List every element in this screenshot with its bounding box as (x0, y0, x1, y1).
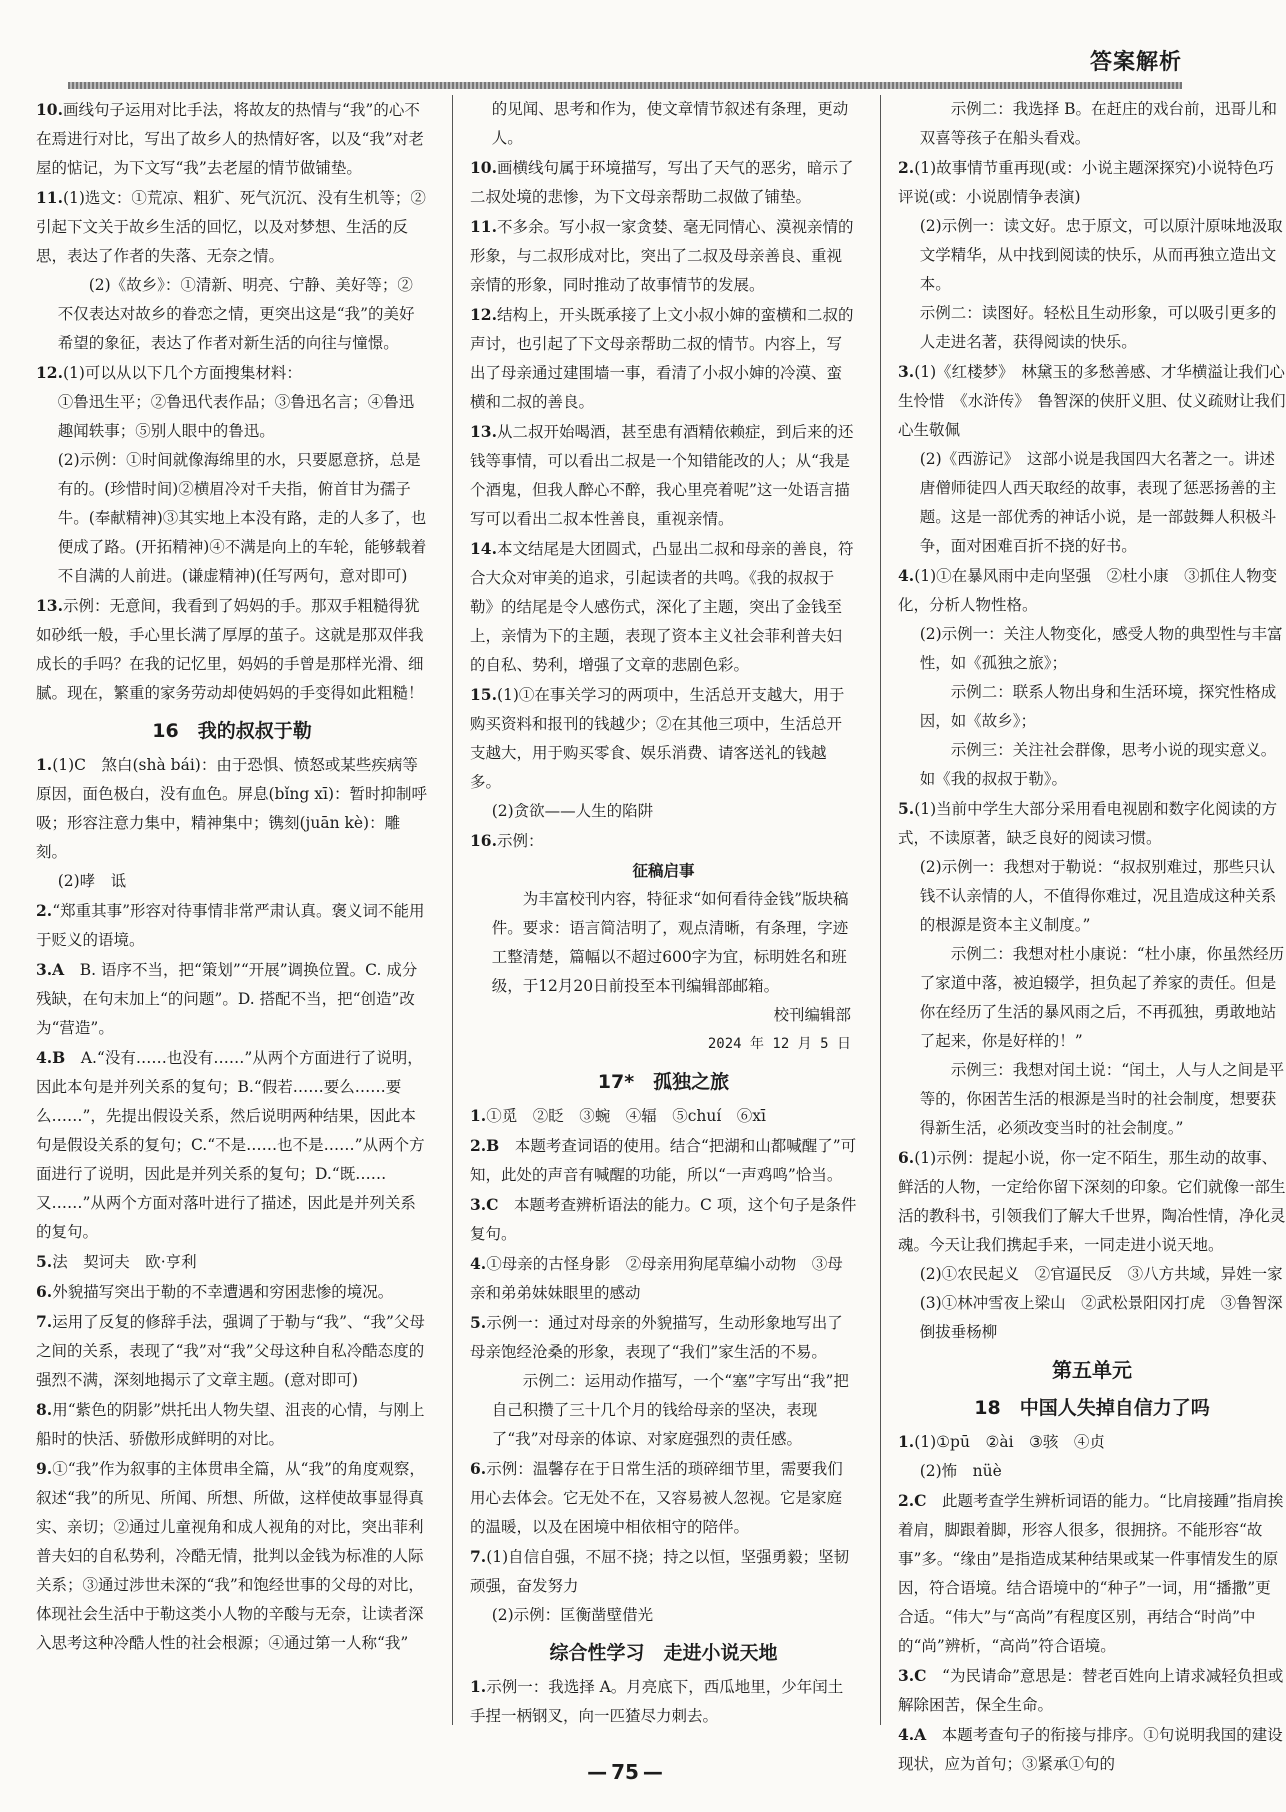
section-title: 18 中国人失掉自信力了吗 (974, 1397, 1210, 1419)
answer-item: (2)①农民起义 ②官逼民反 ③八方共域，异姓一家 (919, 1265, 1283, 1283)
answer-item: 10.画横线句属于环境描写，写出了天气的恶劣，暗示了二叔处境的悲惨，为下文母亲帮助二叔做了铺垫。 (470, 158, 854, 206)
answer-item: 示例二：我想对杜小康说：“杜小康，你虽然经历了家道中落，被迫辍学，担负起了养家的责任。但是你在经历了生活的暴风雨之后，不再孤独，勇敢地站了起来，你是好样的！” (919, 945, 1285, 1050)
page-number: — 75 — (0, 1758, 1250, 1787)
answer-item: 1.(1)①pū ②ài ③骇 ④贞 (898, 1432, 1105, 1451)
notice-body: 为丰富校刊内容，特征求“如何看待金钱”版块稿件。要求：语言简洁明了，观点清晰，有条理，字迹工整清楚，篇幅以不超过600字为宜，标明姓名和班级，于12月20日前投至本刊编辑部邮箱。 (491, 890, 849, 995)
answer-item: ①鲁迅生平；②鲁迅代表作品；③鲁迅名言；④鲁迅趣闻轶事；⑤别人眼中的鲁迅。 (57, 393, 415, 440)
answer-item: 5.法 契诃夫 欧·亨利 (36, 1252, 197, 1271)
answer-item: (2)哮 诋 (57, 872, 127, 890)
answer-item: 4.B A.“没有……也没有……”从两个方面进行了说明，因此本句是并列关系的复句；B.“假若……要么……要么……”，先提出假设关系，然后说明两种结果，因此本句是假设关系的复句；C.“不是……也不是……”从两个方面进行了说明，因此是并列关系的复句；D.“既……又……”从两个方面对落叶进行了描述，因此是并列关系的复句。 (36, 1048, 425, 1241)
answer-item: 11.(1)选文：①荒凉、粗犷、死气沉沉、没有生机等；②引起下文关于故乡生活的回忆，以及对梦想、生活的反思，表达了作者的失落、无奈之情。 (36, 188, 426, 265)
answer-item: 8.用“紫色的阴影”烘托出人物失望、沮丧的心情，与刚上船时的快活、骄傲形成鲜明的对比。 (36, 1400, 425, 1448)
section-title: 综合性学习 走进小说天地 (549, 1642, 778, 1664)
answer-item: 6.示例：温馨存在于日常生活的琐碎细节里，需要我们用心去体会。它无处不在，又容易被人忽视。它是家庭的温暖，以及在困境中相依相守的陪伴。 (470, 1459, 843, 1536)
answer-item: 14.本文结尾是大团圆式，凸显出二叔和母亲的善良，符合大众对审美的追求，引起读者的共鸣。《我的叔叔于勒》的结尾是令人感伤式，深化了主题，突出了金钱至上，亲情为下的主题，表现了资本主义社会菲利普夫妇的自私、势利，增强了文章的悲剧色彩。 (470, 539, 854, 674)
answer-item: 2.“郑重其事”形容对待事情非常严肃认真。褒义词不能用于贬义的语境。 (36, 901, 425, 949)
unit-title: 第五单元 (1052, 1358, 1132, 1382)
answer-item: (2)示例：匡衡凿壁借光 (491, 1606, 654, 1624)
answer-item: 3.(1)《红楼梦》 林黛玉的多愁善感、才华横溢让我们心生怜惜 《水浒传》 鲁智深的侠肝义胆、仗义疏财让我们心生敬佩 (898, 362, 1286, 439)
section-title: 16 我的叔叔于勒 (152, 720, 312, 742)
answer-item: 1.示例一：我选择 A。月亮底下，西瓜地里，少年闰土手捏一柄钢叉，向一匹猹尽力刺去。 (470, 1677, 844, 1725)
column-divider (452, 95, 453, 1725)
answer-item: (2)示例一：关注人物变化，感受人物的典型性与丰富性，如《孤独之旅》； (919, 625, 1283, 672)
answer-item: (2)贪欲——人生的陷阱 (491, 802, 654, 820)
answer-item: 11.不多余。写小叔一家贪婪、毫无同情心、漠视亲情的形象，与二叔形成对比，突出了二叔及母亲善良、重视亲情的形象，同时推动了故事情节的发展。 (470, 217, 854, 294)
answer-item: (3)①林冲雪夜上梁山 ②武松景阳冈打虎 ③鲁智深倒拔垂杨柳 (919, 1294, 1283, 1341)
answer-item: 4.A 本题考查句子的衔接与排序。①句说明我国的建设现状，应为首句；③紧承①句的 (898, 1725, 1283, 1773)
answer-item: 3.C “为民请命”意思是：替老百姓向上请求减轻负担或解除困苦，保全生命。 (898, 1666, 1284, 1714)
answer-item: 13.从二叔开始喝酒，甚至患有酒精依赖症，到后来的还钱等事情，可以看出二叔是一个知错能改的人；从“我是个酒鬼，但我人醉心不醉，我心里亮着呢”这一处语言描写可以看出二叔本性善良，重视亲情。 (470, 422, 854, 528)
answer-item: (2)示例：①时间就像海绵里的水，只要愿意挤，总是有的。(珍惜时间)②横眉冷对千夫指，俯首甘为孺子牛。(奉献精神)③其实地上本没有路，走的人多了，也便成了路。(开拓精神)④不满是向上的车轮，能够载着不自满的人前进。(谦虚精神)(任写两句，意对即可) (57, 451, 427, 585)
column-divider (880, 95, 881, 1725)
answer-item: (2)示例一：我想对于勒说：“叔叔别难过，那些只认钱不认亲情的人，不值得你难过，况且造成这种关系的根源是资本主义制度。” (919, 858, 1277, 934)
column-left (36, 95, 428, 1725)
answer-item: 6.(1)示例：提起小说，你一定不陌生，那生动的故事、鲜活的人物，一定给你留下深刻的印象。它们就像一部生活的教科书，引领我们了解大千世界，陶冶性情，净化灵魂。今天让我们携起手来，一同走进小说天地。 (898, 1148, 1286, 1254)
answer-item: 7.运用了反复的修辞手法，强调了于勒与“我”、“我”父母之间的关系，表现了“我”对“我”父母这种自私冷酷态度的强烈不满，深刻地揭示了文章主题。(意对即可) (36, 1312, 425, 1389)
answer-item: 6.外貌描写突出于勒的不幸遭遇和穷困悲惨的境况。 (36, 1282, 394, 1301)
answer-item: 16.示例： (470, 831, 544, 850)
answer-item: 示例二：联系人物出身和生活环境，探究性格成因，如《故乡》； (919, 683, 1277, 730)
notice-date: 2024 年 12 月 5 日 (707, 1036, 851, 1052)
answer-item: (2)《故乡》：①清新、明亮、宁静、美好等；②不仅表达对故乡的眷恋之情，更突出这是“我”的美好希望的象征，表达了作者对新生活的向往与憧憬。 (57, 276, 415, 352)
answer-item: 15.(1)①在事关学习的两项中，生活总开支越大，用于购买资料和报刊的钱越少；②在其他三项中，生活总开支越大，用于购买零食、娱乐消费、请客送礼的钱越多。 (470, 685, 845, 791)
answer-item: 2.(1)故事情节重再现(或：小说主题深探究)小说特色巧评说(或：小说剧情争表演) (898, 158, 1274, 206)
answer-item: (2)怖 nüè (919, 1462, 1002, 1480)
answer-item: 1.(1)C 煞白(shà bái)：由于恐惧、愤怒或某些疾病等原因，面色极白，没有血色。屏息(bǐng xī)：暂时抑制呼吸；形容注意力集中，精神集中；镌刻(juān kè)：雕刻。 (36, 755, 428, 861)
answer-item: 示例三：关注社会群像，思考小说的现实意义。如《我的叔叔于勒》。 (919, 741, 1277, 788)
answer-item: (2)示例一：读文好。忠于原文，可以原汁原味地汲取文学精华，从中找到阅读的快乐，从而再独立造出文本。 (919, 217, 1283, 293)
answer-item: 2.B 本题考查词语的使用。结合“把湖和山都喊醒了”可知，此处的声音有喊醒的功能，所以“一声鸡鸣”恰当。 (470, 1136, 857, 1184)
answer-item: 9.①“我”作为叙事的主体贯串全篇，从“我”的角度观察，叙述“我”的所见、所闻、所想、所做，这样使故事显得真实、亲切；②通过儿童视角和成人视角的对比，突出菲利普夫妇的自私势利，冷酷无情，批判以金钱为标准的人际关系；③通过涉世未深的“我”和饱经世事的父母的对比，体现社会生活中于勒这类小人物的辛酸与无奈，让读者深入思考这种冷酷人性的社会根源；④通过第一人称“我” (36, 1459, 425, 1652)
answer-item: 示例二：读图好。轻松且生动形象，可以吸引更多的人走进名著，获得阅读的快乐。 (919, 304, 1277, 351)
section-title: 17* 孤独之旅 (597, 1071, 730, 1093)
answer-item: 4.①母亲的古怪身影 ②母亲用狗尾草编小动物 ③母亲和弟弟妹妹眼里的感动 (470, 1254, 843, 1302)
answer-item: 5.示例一：通过对母亲的外貌描写，生动形象地写出了母亲饱经沧桑的形象，表现了“我们”家生活的不易。 (470, 1313, 843, 1361)
answer-item: 示例三：我想对闰土说：“闰土，人与人之间是平等的，你困苦生活的根源是当时的社会制度，想要获得新生活，必须改变当时的社会制度。” (919, 1061, 1285, 1137)
notice-title: 征稿启事 (632, 861, 695, 880)
answer-item: 10.画线句子运用对比手法，将故友的热情与“我”的心不在焉进行对比，写出了故乡人的热情好客，以及“我”对老屋的惦记，为下文写“我”去老屋的情节做铺垫。 (36, 100, 424, 177)
notice-signature: 校刊编辑部 (773, 1006, 851, 1024)
answer-item: 示例二：运用动作描写，一个“塞”字写出“我”把自己积攒了三十几个月的钱给母亲的坚决，表现了“我”对母亲的体谅、对家庭强烈的责任感。 (491, 1372, 849, 1448)
column-middle (470, 95, 857, 1725)
answer-item: 示例二：我选择 B。在赶庄的戏台前，迅哥儿和双喜等孩子在船头看戏。 (919, 100, 1278, 147)
answer-item: 2.C 此题考查学生辨析词语的能力。“比肩接踵”指肩挨着肩，脚跟着脚，形容人很多，很拥挤。不能形容“故事”多。“缘由”是指造成某种结果或某一件事情发生的原因，符合语境。结合语境中的“种子”一词，用“播撒”更合适。“伟大”与“高尚”有程度区别，再结合“时尚”中的“尚”辨析，“高尚”符合语境。 (898, 1491, 1284, 1655)
answer-item: 1.①觅 ②眨 ③蜿 ④辐 ⑤chuí ⑥xī (470, 1106, 766, 1125)
column-right (898, 95, 1286, 1773)
answer-item: 3.A B. 语序不当，把“策划”“开展”调换位置。C. 成分残缺，在句末加上“的问题”。D. 搭配不当，把“创造”改为“营造”。 (36, 960, 418, 1037)
header-title: 答案解析 (1089, 50, 1182, 75)
answer-item: 4.(1)①在暴风雨中走向坚强 ②杜小康 ③抓住人物变化，分析人物性格。 (898, 566, 1278, 614)
header-rule (68, 82, 1182, 89)
answer-item: 13.示例：无意间，我看到了妈妈的手。那双手粗糙得犹如砂纸一般，手心里长满了厚厚的茧子。这就是那双伴我成长的手吗？在我的记忆里，妈妈的手曾是那样光滑、细腻。现在，繁重的家务劳动却使妈妈的手变得如此粗糙！ (36, 596, 424, 702)
answer-item: 7.(1)自信自强，不屈不挠；持之以恒，坚强勇毅；坚韧顽强，奋发努力 (470, 1547, 850, 1595)
answer-item: 5.(1)当前中学生大部分采用看电视剧和数字化阅读的方式，不读原著，缺乏良好的阅读习惯。 (898, 799, 1278, 847)
answer-item: 12.结构上，开头既承接了上文小叔小婶的蛮横和二叔的声讨，也引起了下文母亲帮助二叔的情节。内容上，写出了母亲通过建围墙一事，看清了小叔小婶的冷漠、蛮横和二叔的善良。 (470, 305, 854, 411)
answer-item: 的见闻、思考和作为，使文章情节叙述有条理，更动人。 (491, 100, 849, 147)
answer-item: 3.C 本题考查辨析语法的能力。C 项，这个句子是条件复句。 (470, 1195, 857, 1243)
answer-item: 12.(1)可以从以下几个方面搜集材料： (36, 363, 302, 382)
answer-item: (2)《西游记》 这部小说是我国四大名著之一。讲述唐僧师徒四人西天取经的故事，表现了惩恶扬善的主题。这是一部优秀的神话小说，是一部鼓舞人积极斗争，面对困难百折不挠的好书。 (919, 450, 1277, 555)
